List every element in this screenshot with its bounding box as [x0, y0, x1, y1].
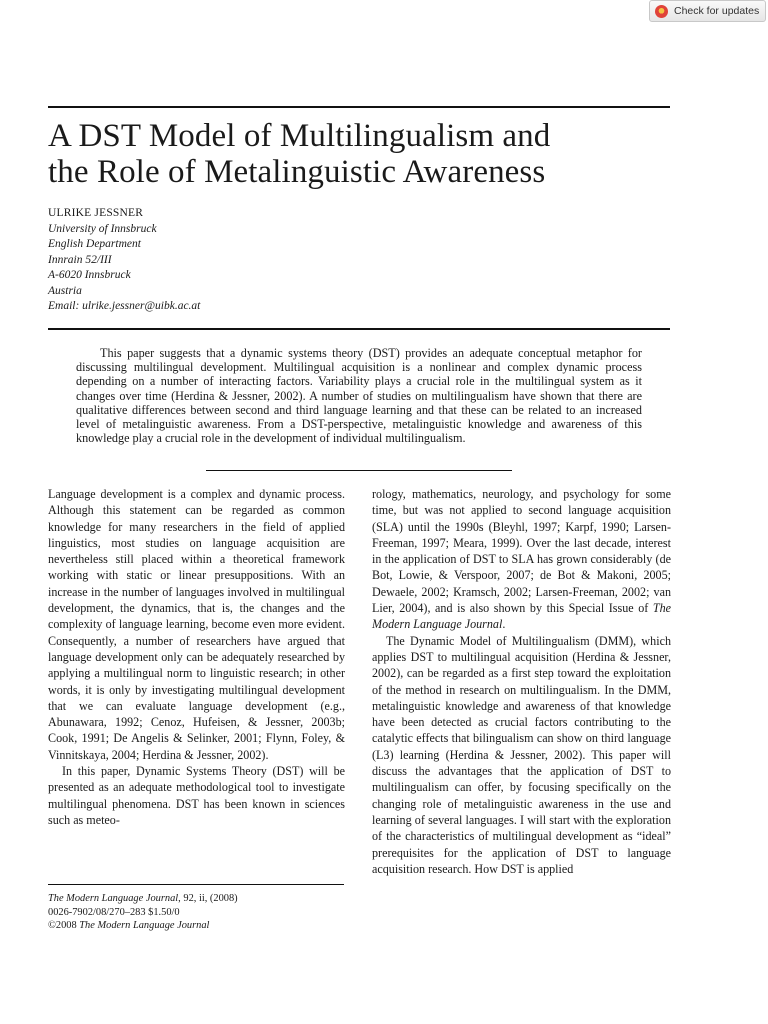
badge-label: Check for updates [674, 5, 760, 17]
top-rule [48, 106, 670, 108]
body-column-right [372, 486, 671, 877]
footer-journal: The Modern Language Journal [48, 893, 179, 904]
author-block [48, 206, 200, 315]
copyright-year: ©2008 [48, 920, 80, 931]
title-line-2: the Role of Metalinguistic Awareness [48, 154, 546, 190]
author-street: Innrain 52/III [48, 253, 112, 266]
crossmark-icon [655, 5, 668, 18]
author-email[interactable]: Email: ulrike.jessner@uibk.ac.at [48, 300, 201, 312]
article-title [48, 118, 688, 190]
footer-volume: , 92, ii, (2008) [178, 893, 238, 904]
abstract: This paper suggests that a dynamic systems theory (DST) provides an adequate conceptual metaphor for discussing multilingual development. Multilingual acquisition is a nonlinear and complex dynamic process depending on a number of interacting factors. Variability plays a crucial role in the multilingual system as it changes over time (Herdina & Jessner, 2002). A number of studies on multilingualism have shown that there are qualitative differences between second and third language learning and that these can be related to an increased level of metalinguistic awareness. From a DST-perspective, metalinguistic knowledge and awareness of this knowledge play a crucial role in the development of individual multilingualism. [76, 346, 642, 446]
footer-copyright [48, 919, 238, 933]
footer-rule [48, 884, 344, 885]
author-department: English Department [48, 238, 141, 250]
copyright-journal: The Modern Language Journal [79, 920, 210, 931]
body-text: . [502, 617, 506, 632]
body-paragraph: In this paper, Dynamic Systems Theory (DST) will be presented as an adequate methodological tool to investigate multilingual phenomena. DST has been known in sciences such as meteo- [48, 764, 345, 827]
footer-citation [48, 892, 238, 906]
body-paragraph: The Dynamic Model of Multilingualism (DMM), which applies DST to multilingual acquisition (Herdina & Jessner, 2002), can be regarded as a first step toward the exploitation of the method in research on multilingualism. In the DMM, metalinguistic knowledge and awareness of that knowledge have been detected as crucial factors contributing to the catalytic effects that bilingualism can show on third language (L3) learning (Herdina & Jessner, 2002). This paper will discuss the advantages that the application of DST to multilingualism can offer, by focusing specifically on the changing role of metalinguistic awareness in the use and learning of several languages. I will start with the exploration of the characteristics of multilingual development as “ideal” prerequisites for the application of DST to language acquisition research. How DST is applied [372, 633, 671, 876]
abstract-rule [206, 470, 512, 471]
footer-note [48, 892, 238, 933]
body-column-left [48, 486, 345, 828]
footer-issn: 0026-7902/08/270–283 $1.50/0 [48, 906, 180, 918]
author-name: ULRIKE JESSNER [48, 207, 144, 219]
author-university: University of Innsbruck [48, 222, 157, 235]
title-line-1: A DST Model of Multilingualism and [48, 118, 551, 154]
author-country: Austria [48, 284, 82, 297]
body-paragraph [372, 486, 671, 633]
author-city: A-6020 Innsbruck [48, 269, 131, 281]
body-text: rology, mathematics, neurology, and psychology for some time, but was not applied to second language acquisition (SLA) until the 1990s (Bleyhl, 1997; Karpf, 1990; Larsen-Freeman, 1997; Meara, 1999). Over the last decade, interest in the application of DST to SLA has grown considerably (de Bot, Lowie, & Verspoor, 2007; de Bot & Makoni, 2005; Dewaele, 2002; Kramsch, 2002; Larsen-Freeman, 2002; van Lier, 2004), and is also shown by this Special Issue of [372, 487, 671, 616]
header-rule [48, 328, 670, 330]
check-for-updates-badge[interactable] [649, 0, 766, 22]
body-paragraph: Language development is a complex and dynamic process. Although this statement can be regarded as common knowledge for many researchers in the field of applied linguistics, most studies on language acquisition are nevertheless still placed within a theoretical framework working with static or linear presuppositions. With an increase in the number of languages involved in multilingual development, the dynamics, that is, the changes and the complexity of language learning, become even more evident. Consequently, a number of researchers have argued that language development only can be adequately researched by applying a multilingual norm to linguistic research; in other words, it is only by investigating multilingual development that we can evaluate language development (e.g., Abunawara, 1992; Cenoz, Hufeisen, & Jessner, 2003b; Cook, 1991; De Angelis & Selinker, 2001; Flynn, Foley, & Vinnitskaya, 2004; Herdina & Jessner, 2002). [48, 487, 345, 762]
journal-name: The Modern Language Journal [372, 601, 671, 632]
